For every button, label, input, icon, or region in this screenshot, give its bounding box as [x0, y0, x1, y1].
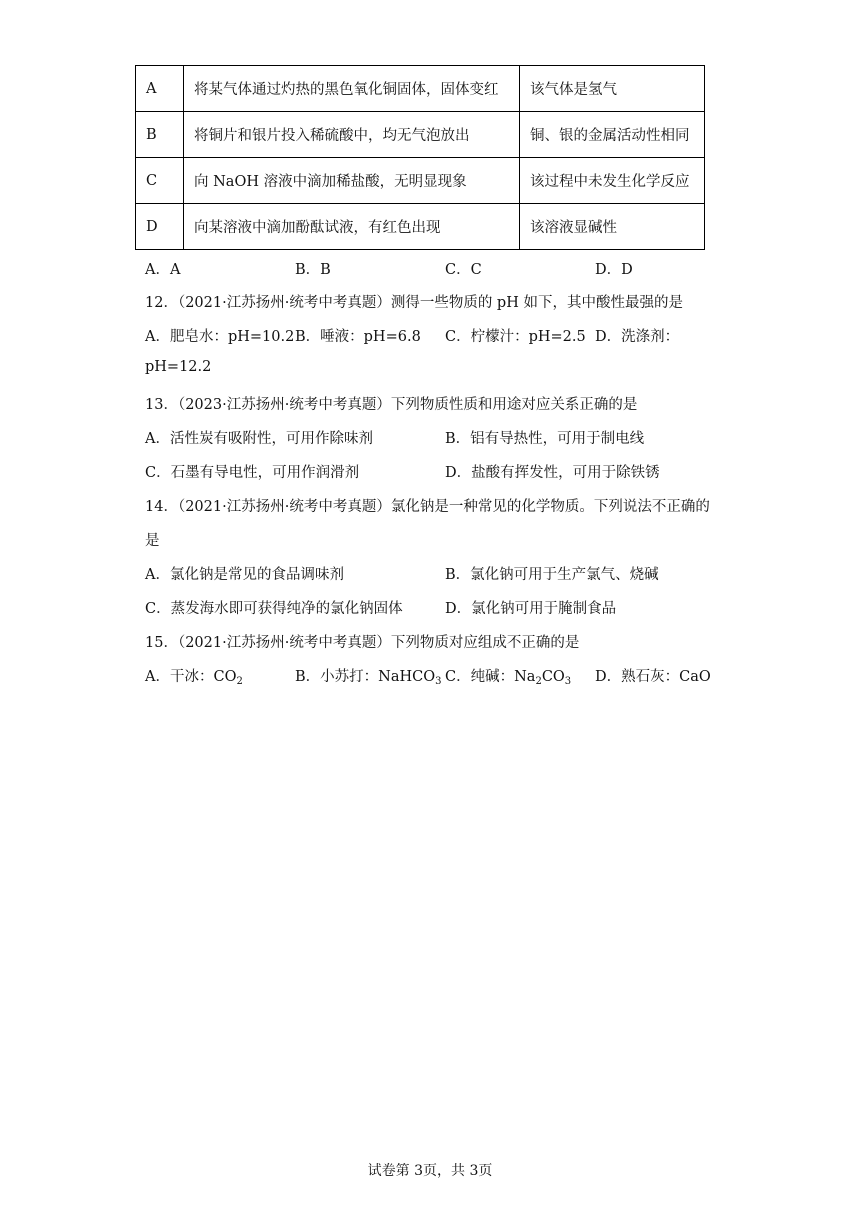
operation-cell: 向某溶液中滴加酚酞试液，有红色出现: [184, 204, 520, 250]
q15-option-d: D．熟石灰：CaO: [595, 669, 711, 685]
table-row: [136, 204, 705, 250]
q12-option-b: B．唾液：pH=6.8: [295, 329, 421, 345]
table-row: [136, 66, 705, 112]
option-letter: D: [136, 204, 184, 250]
q14-option-d: D．氯化钠可用于腌制食品: [445, 601, 617, 617]
q11-option-b: B．B: [295, 262, 331, 278]
q15-option-c: C．纯碱：$Na_2CO_3$: [445, 669, 572, 687]
operation-cell: 将某气体通过灼热的黑色氧化铜固体，固体变红: [184, 66, 520, 112]
q14-option-b: B．氯化钠可用于生产氯气、烧碱: [445, 567, 659, 583]
q13-option-c: C．石墨有导电性，可用作润滑剂: [145, 465, 360, 481]
q15-option-b: B．小苏打：NaHCO$_3$: [295, 669, 442, 687]
q12-option-c: C．柠檬汁：pH=2.5: [445, 329, 586, 345]
q12-option-d: D．洗涤剂：: [595, 329, 680, 345]
q11-option-a: A．A: [145, 262, 181, 278]
q14-stem-wrap: 是: [145, 533, 160, 549]
page-footer: 试卷第 3页，共 3页: [367, 1163, 493, 1179]
operation-cell: 向 NaOH 溶液中滴加稀盐酸，无明显现象: [184, 158, 520, 204]
q14-stem: 14．（2021·江苏扬州·统考中考真题）氯化钠是一种常见的化学物质。下列说法不正确的: [145, 499, 710, 515]
conclusion-cell: 铜、银的金属活动性相同: [520, 112, 705, 158]
q12-stem: 12．（2021·江苏扬州·统考中考真题）测得一些物质的 pH 如下，其中酸性最强的是: [145, 295, 683, 311]
table-row: [136, 112, 705, 158]
options-table: [135, 65, 705, 250]
option-letter: C: [136, 158, 184, 204]
q13-option-a: A．活性炭有吸附性，可用作除味剂: [145, 431, 373, 447]
q12-option-a: A．肥皂水：pH=10.2: [145, 329, 295, 345]
q14-option-c: C．蒸发海水即可获得纯净的氯化钠固体: [145, 601, 403, 617]
option-letter: B: [136, 112, 184, 158]
q13-option-d: D．盐酸有挥发性，可用于除铁锈: [445, 465, 660, 481]
conclusion-cell: 该溶液显碱性: [520, 204, 705, 250]
table-row: [136, 158, 705, 204]
operation-cell: 将铜片和银片投入稀硫酸中，均无气泡放出: [184, 112, 520, 158]
q13-stem: 13．（2023·江苏扬州·统考中考真题）下列物质性质和用途对应关系正确的是: [145, 397, 638, 413]
q15-stem: 15．（2021·江苏扬州·统考中考真题）下列物质对应组成不正确的是: [145, 635, 580, 651]
q14-option-a: A．氯化钠是常见的食品调味剂: [145, 567, 344, 583]
q15-option-a: A．干冰：$CO_2$: [145, 669, 243, 687]
option-letter: A: [136, 66, 184, 112]
q13-option-b: B．铝有导热性，可用于制电线: [445, 431, 645, 447]
q12-option-d-wrap: pH=12.2: [145, 359, 212, 375]
conclusion-cell: 该气体是氢气: [520, 66, 705, 112]
q11-option-d: D．D: [595, 262, 633, 278]
conclusion-cell: 该过程中未发生化学反应: [520, 158, 705, 204]
q11-option-c: C．C: [445, 262, 482, 278]
